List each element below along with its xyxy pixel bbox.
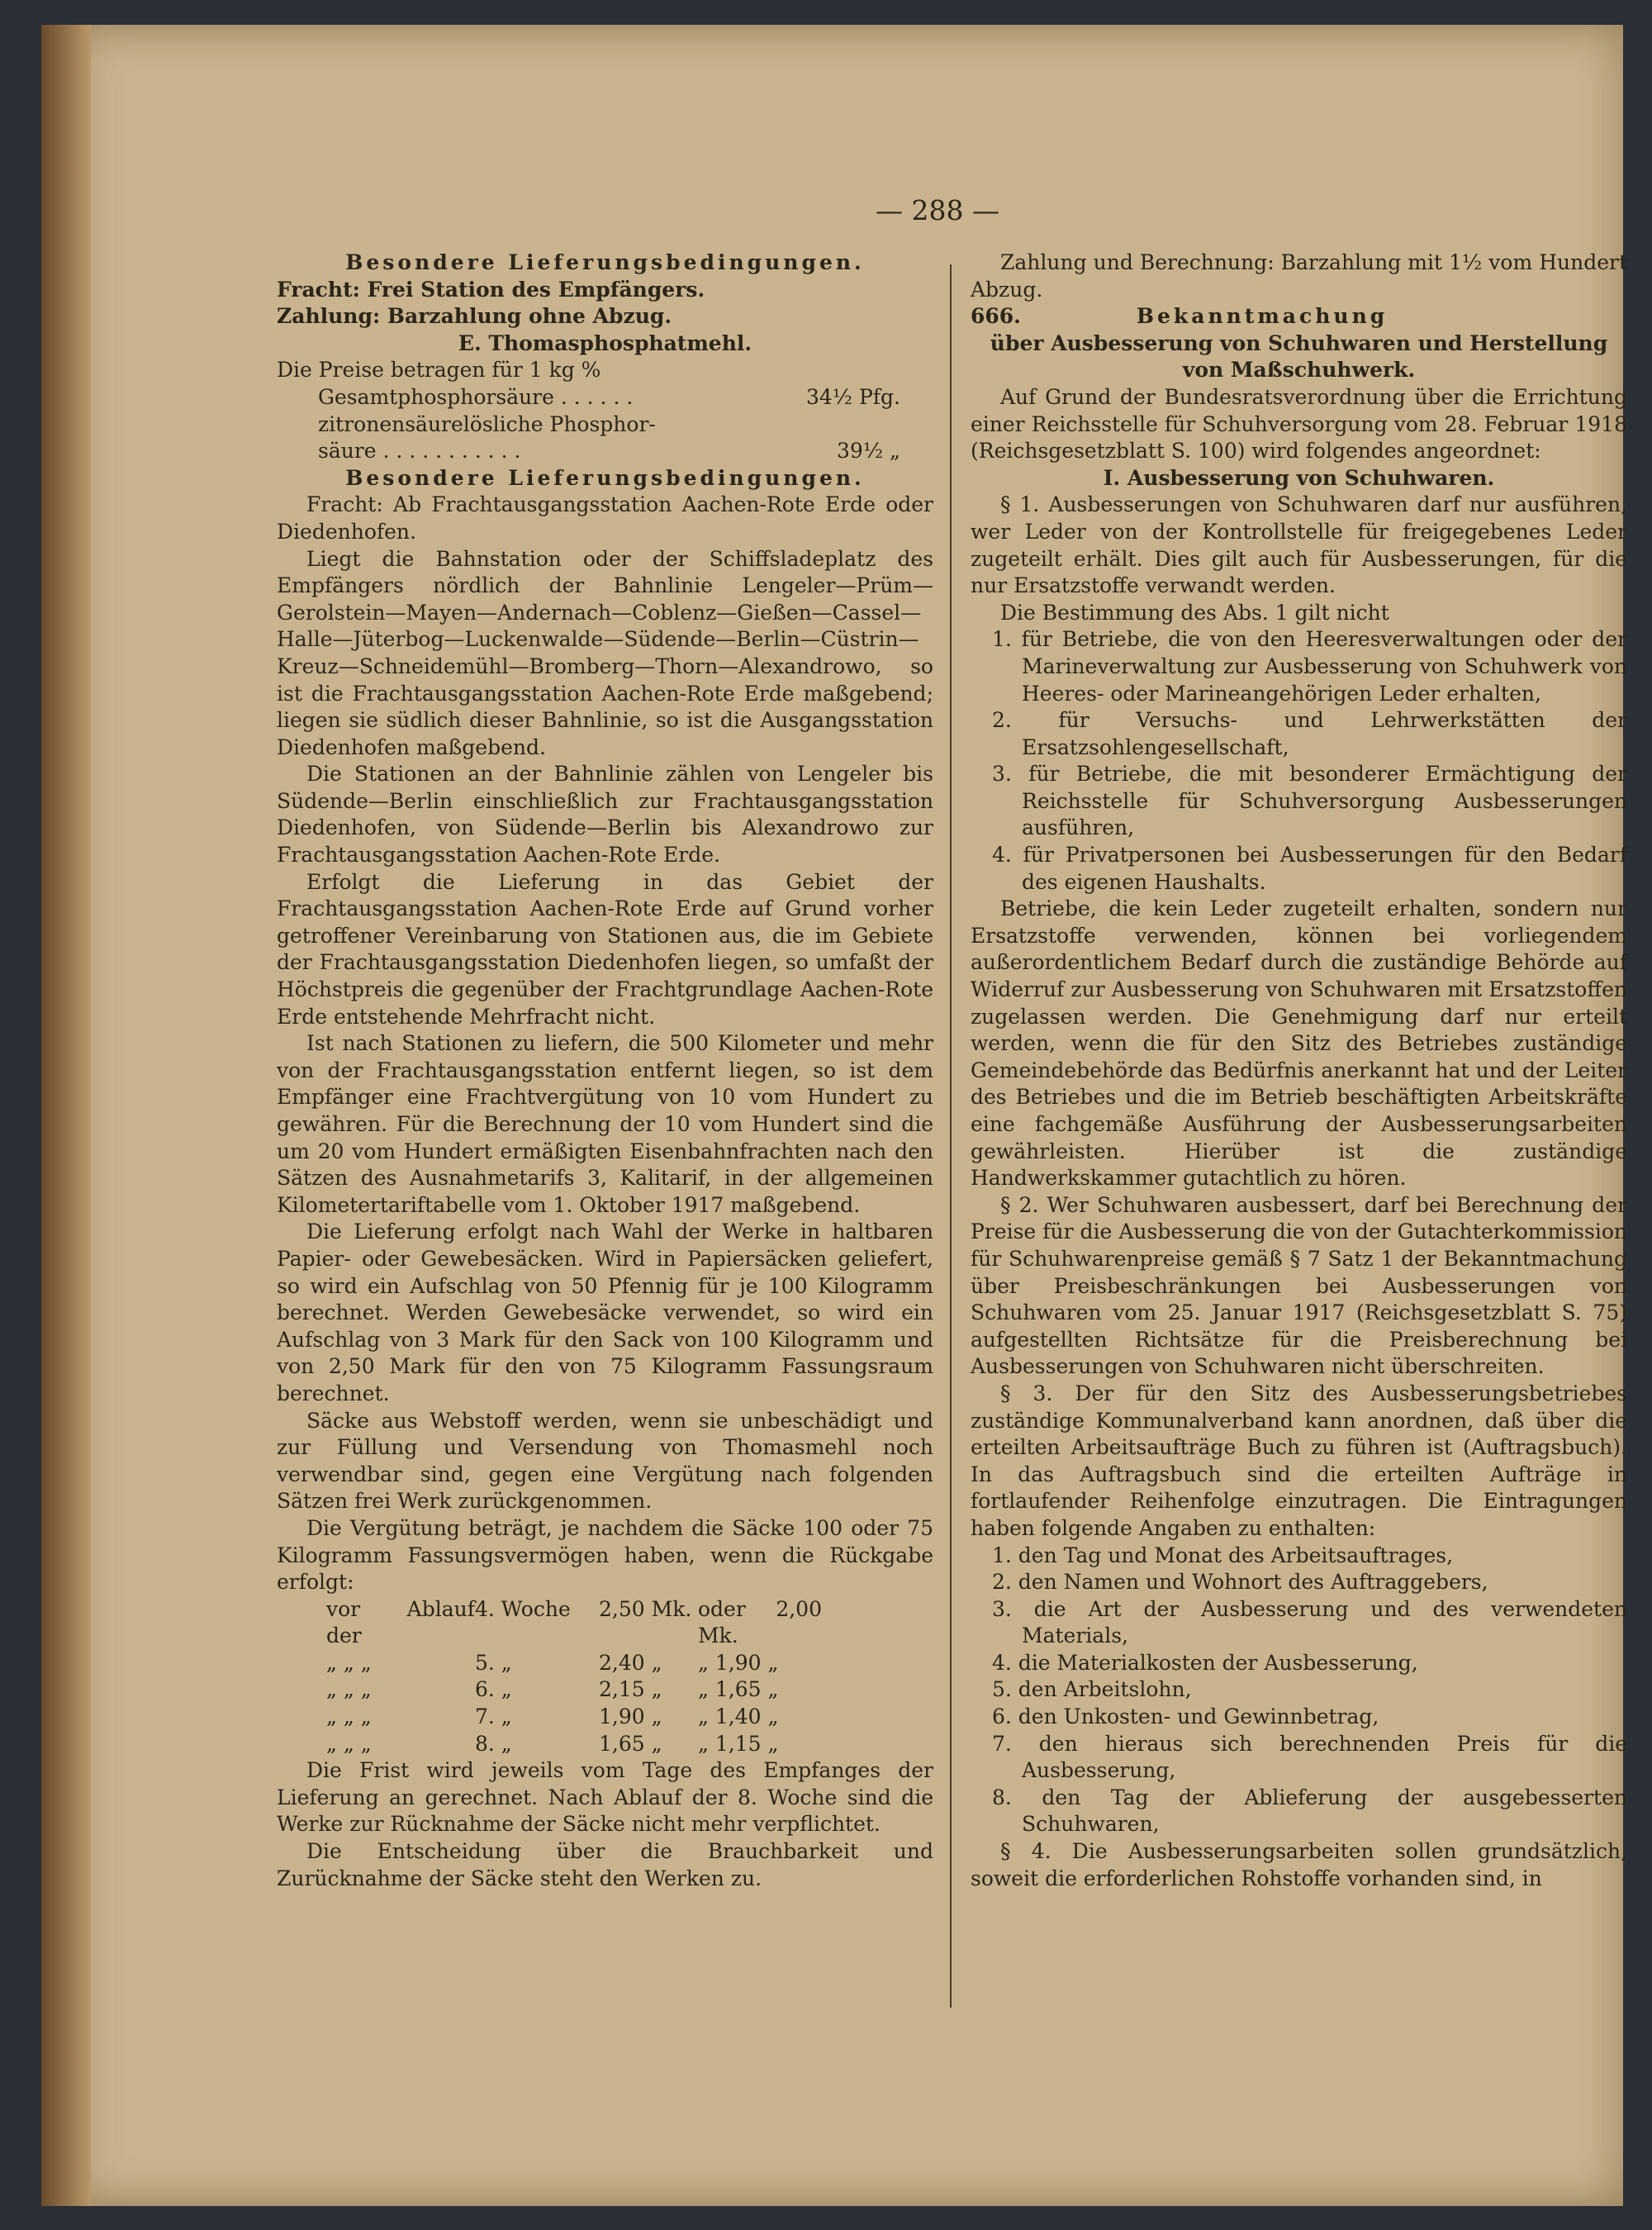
text-line: Zahlung: Barzahlung ohne Abzug. (277, 304, 672, 329)
section-heading: Besondere Lieferungsbedingungen. (345, 250, 865, 274)
section-heading: Besondere Lieferungsbedingungen. (345, 465, 865, 490)
paragraph: Die Entscheidung über die Brauchbarkeit und Zurücknahme der Säcke steht den Werken zu. (277, 1839, 933, 1890)
table-cell: „ „ „ (326, 1731, 372, 1756)
table-cell: „ 1,15 „ (698, 1731, 779, 1756)
price-row (277, 438, 933, 465)
list-item: 1. für Betriebe, die von den Heeresverwaltungen oder der Marineverwaltung zur Ausbesserung von Schuhwerk von Heeres- oder Marineangehörigen Leder erhalten, (992, 627, 1627, 706)
list-item: 4. die Materialkosten der Ausbesserung, (992, 1650, 1418, 1675)
table-cell: 7. „ (475, 1705, 512, 1729)
paragraph: § 2. Wer Schuhwaren ausbessert, darf bei Berechnung der Preise für die Ausbesserung die von der Gutachterkommission für Schuhwarenpreise gemäß § 7 Satz 1 der Bekanntmachung über Preisbeschränkungen bei Ausbesserungen von Schuhwaren vom 25. Januar 1917 (Reichsgesetzblatt S. 75) aufgestellten Richtsätze für die Preisberechnung bei Ausbesserungen von Schuhwaren nicht überschreiten. (971, 1192, 1627, 1379)
paragraph: Ist nach Stationen zu liefern, die 500 Kilometer und mehr von der Frachtausgangsstation entfernt liegen, so ist dem Empfänger eine Frachtvergütung von 10 vom Hundert zu gewähren. Für die Berechnung der 10 vom Hundert sind die um 20 vom Hundert ermäßigten Eisenbahnfrachten nach den Sätzen des Ausnahmetarifs 3, Kalitarif, in der allgemeinen Kilometertariftabelle vom 1. Oktober 1917 maßgebend. (277, 1031, 933, 1217)
list-item: 8. den Tag der Ablieferung der ausgebesserten Schuhwaren, (992, 1785, 1627, 1837)
list-item: 2. für Versuchs- und Lehrwerkstätten der Ersatzsohlengesellschaft, (992, 708, 1627, 759)
section-heading: I. Ausbesserung von Schuhwaren. (1103, 465, 1495, 490)
list-item: 4. für Privatpersonen bei Ausbesserungen für den Bedarf des eigenen Haushalts. (992, 843, 1627, 894)
paragraph: Auf Grund der Bundesratsverordnung über die Errichtung einer Reichsstelle für Schuhversorgung vom 28. Februar 1918 (Reichsgesetzblatt S. 100) wird folgendes angeordnet: (971, 384, 1627, 464)
list-item: 1. den Tag und Monat des Arbeitsauftrages, (992, 1543, 1454, 1567)
paragraph: Liegt die Bahnstation oder der Schiffsladeplatz des Empfängers nördlich der Bahnlinie Lengeler—Prüm—Gerolstein—Mayen—Andernach—Coblenz—Gießen—Cassel—Halle—Jüterbog—Luckenwalde—Südende—Berlin—Cüstrin—Kreuz—Schneidemühl—Bromberg—Thorn—Alexandrowo, so ist die Frachtausgangsstation Aachen-Rote Erde maßgebend; liegen sie südlich dieser Bahnlinie, so ist die Ausgangsstation Diedenhofen maßgebend. (277, 546, 933, 759)
page-number: — 288 — (876, 194, 999, 226)
table-row (277, 1731, 933, 1758)
document-page (41, 25, 1627, 2206)
paragraph: Die Stationen an der Bahnlinie zählen von Lengeler bis Südende—Berlin einschließlich zur Frachtausgangsstation Diedenhofen, von Südende—Berlin bis Alexandrowo zur Frachtausgangsstation Aachen-Rote Erde. (277, 762, 933, 868)
paragraph: Die Vergütung beträgt, je nachdem die Säcke 100 oder 75 Kilogramm Fassungsvermögen haben, wenn die Rückgabe erfolgt: (277, 1515, 933, 1595)
price-row (277, 384, 933, 411)
paragraph: Zahlung und Berechnung: Barzahlung mit 1½ vom Hundert Abzug. (971, 250, 1627, 302)
table-cell: 8. „ (475, 1731, 512, 1756)
list-item: 2. den Namen und Wohnort des Auftraggebers, (992, 1570, 1488, 1595)
paragraph: Fracht: Ab Frachtausgangsstation Aachen-Rote Erde oder Diedenhofen. (277, 492, 933, 544)
right-column (971, 250, 1627, 1892)
section-heading: E. Thomasphosphatmehl. (458, 330, 752, 355)
table-cell: 1,90 „ (599, 1705, 662, 1729)
list-item: 5. den Arbeitslohn, (992, 1677, 1192, 1702)
price-label: säure . . . . . . . . . . . (318, 439, 521, 464)
list-item: 6. den Unkosten- und Gewinnbetrag, (992, 1705, 1379, 1729)
table-cell: „ 1,90 „ (698, 1650, 779, 1675)
table-cell: 2,40 „ (599, 1650, 662, 1675)
price-value: 34½ Pfg. (805, 384, 900, 409)
paragraph: Die Frist wird jeweils vom Tage des Empfanges der Lieferung an gerechnet. Nach Ablauf der 8. Woche sind die Werke zur Rücknahme der Säcke nicht mehr verpflichtet. (277, 1758, 933, 1837)
announcement-subtitle: über Ausbesserung von Schuhwaren und Herstellung von Maßschuhwerk. (990, 330, 1608, 383)
refund-table (277, 1596, 933, 1758)
paragraph: Betriebe, die kein Leder zugeteilt erhalten, sondern nur Ersatzstoffe verwenden, können bei vorliegendem außerordentlichem Bedarf durch die zuständige Behörde auf Widerruf zur Ausbesserung von Schuhwaren mit Ersatzstoffen zugelassen werden. Die Genehmigung darf nur erteilt werden, wenn die für den Sitz des Betriebes zuständige Gemeindebehörde das Bedürfnis anerkannt hat und der Leiter des Betriebes und die im Betrieb beschäftigten Arbeitskräfte eine fachgemäße Ausführung der Ausbesserungsarbeiten gewährleisten. Hierüber ist die zuständige Handwerkskammer gutachtlich zu hören. (971, 896, 1627, 1191)
announcement-number: 666. (971, 304, 1021, 329)
table-cell: 5. „ (475, 1650, 512, 1675)
paragraph: § 3. Der für den Sitz des Ausbesserungsbetriebes zuständige Kommunalverband kann anordnen, daß über die erteilten Arbeitsaufträge Buch zu führen ist (Auftragsbuch). In das Auftragsbuch sind die erteilten Aufträge in fortlaufender Reihenfolge einzutragen. Die Eintragungen haben folgende Angaben zu enthalten: (971, 1381, 1627, 1540)
table-cell: oder 2,00 Mk. (698, 1596, 822, 1648)
price-label: Gesamtphosphorsäure . . . . . . (318, 384, 634, 409)
paragraph: Die Bestimmung des Abs. 1 gilt nicht (1000, 600, 1389, 625)
table-cell: 6. „ (475, 1677, 512, 1702)
announcement-title: Bekanntmachung (1136, 304, 1389, 329)
table-row (277, 1596, 933, 1650)
table-row (277, 1676, 933, 1704)
list-item: 3. für Betriebe, die mit besonderer Ermächtigung der Reichsstelle für Schuhversorgung Ausbesserungen ausführen, (992, 762, 1627, 840)
table-row (277, 1650, 933, 1677)
table-cell: vor Ablauf der (326, 1596, 475, 1648)
list-item: 7. den hieraus sich berechnenden Preis für die Ausbesserung, (992, 1731, 1627, 1783)
table-cell: „ „ „ (326, 1650, 372, 1675)
text-line: Die Preise betragen für 1 kg % (277, 358, 601, 383)
paragraph: § 1. Ausbesserungen von Schuhwaren darf nur ausführen, wer Leder von der Kontrollstelle für freigegebenes Leder zugeteilt erhält. Dies gilt auch für Ausbesserungen, für die nur Ersatzstoffe verwandt werden. (971, 492, 1627, 598)
left-column (277, 250, 933, 1892)
book-spine (41, 25, 91, 2206)
price-row (277, 411, 933, 439)
table-cell: „ 1,65 „ (698, 1677, 779, 1702)
price-label: zitronensäurelösliche Phosphor- (318, 411, 656, 436)
table-cell: 2,50 Mk. (599, 1596, 692, 1621)
column-divider (950, 264, 952, 2008)
table-cell: 2,15 „ (599, 1677, 662, 1702)
paragraph: Die Lieferung erfolgt nach Wahl der Werke in haltbaren Papier- oder Gewebesäcken. Wird in Papiersäcken geliefert, so wird ein Aufschlag von 50 Pfennig für je 100 Kilogramm berechnet. Werden Gewebesäcke verwendet, so wird ein Aufschlag von 3 Mark für den Sack von 100 Kilogramm und von 2,50 Mark für den von 75 Kilogramm Fassungsraum berechnet. (277, 1220, 933, 1405)
paragraph: Erfolgt die Lieferung in das Gebiet der Frachtausgangsstation Aachen-Rote Erde auf Grund vorher getroffener Vereinbarung von Stationen aus, die im Gebiete der Frachtausgangsstation Diedenhofen liegen, so umfaßt der Höchstpreis die gegenüber der Frachtgrundlage Aachen-Rote Erde entstehende Mehrfracht nicht. (277, 869, 933, 1029)
table-cell: 4. Woche (475, 1596, 571, 1621)
table-cell: „ 1,40 „ (698, 1705, 779, 1729)
paragraph: Säcke aus Webstoff werden, wenn sie unbeschädigt und zur Füllung und Versendung von Thomasmehl noch verwendbar sind, gegen eine Vergütung nach folgenden Sätzen frei Werk zurückgenommen. (277, 1408, 933, 1514)
table-cell: „ „ „ (326, 1705, 372, 1729)
price-value: 39½ „ (837, 439, 900, 464)
table-cell: 1,65 „ (599, 1731, 662, 1756)
table-row (277, 1704, 933, 1731)
paragraph: § 4. Die Ausbesserungsarbeiten sollen grundsätzlich, soweit die erforderlichen Rohstoffe vorhanden sind, in (971, 1839, 1627, 1890)
list-item: 3. die Art der Ausbesserung und des verwendeten Materials, (992, 1596, 1627, 1648)
table-cell: „ „ „ (326, 1677, 372, 1702)
text-line: Fracht: Frei Station des Empfängers. (277, 277, 705, 302)
announcement-heading (971, 303, 1627, 330)
